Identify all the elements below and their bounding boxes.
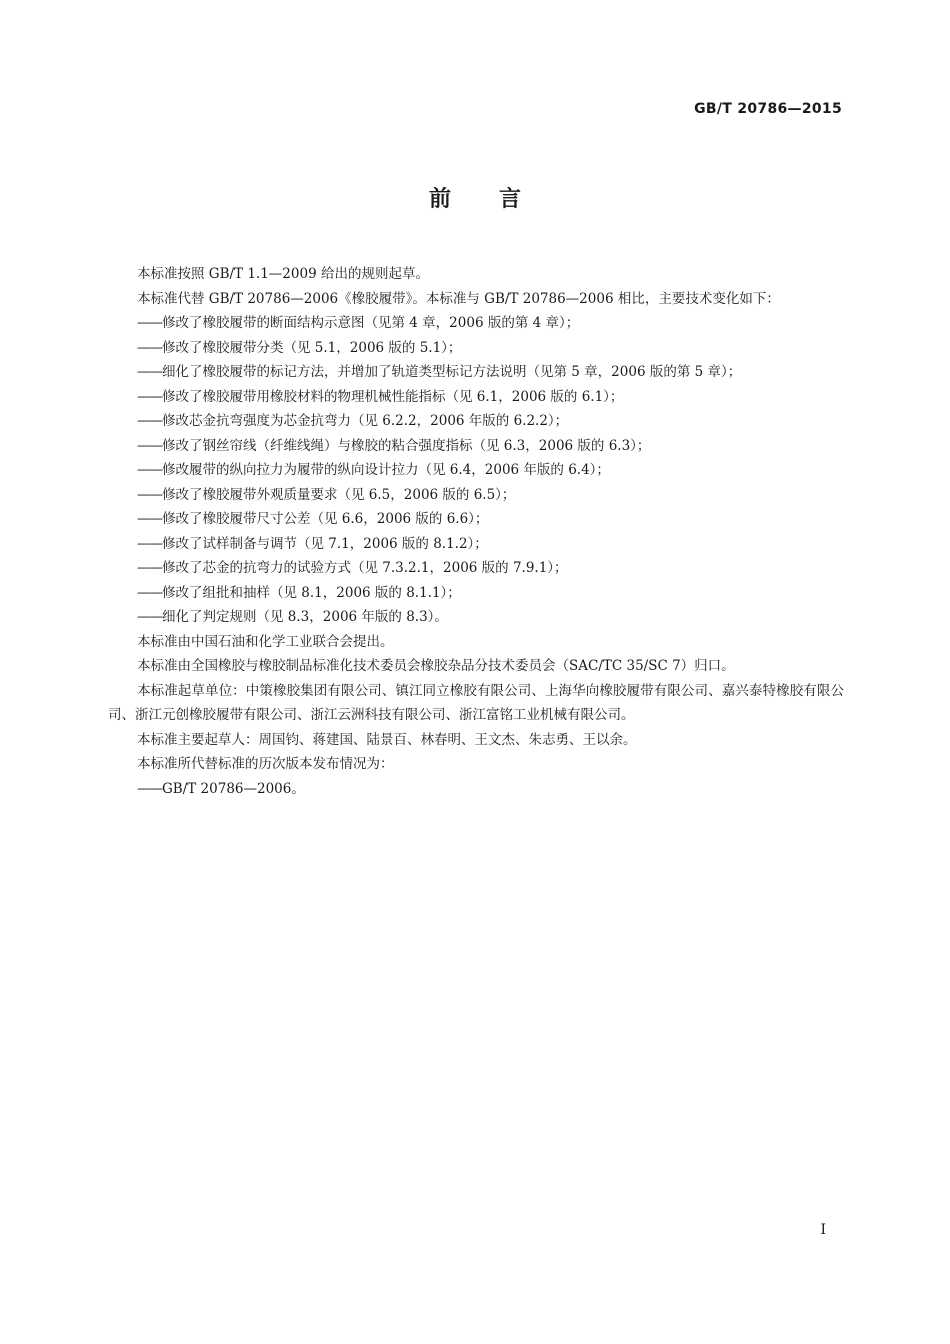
list-item: —— 修改了钢丝帘线（纤维线绳）与橡胶的粘合强度指标（见 6.3，2006 版的 6.3）； <box>108 434 844 459</box>
paragraph-drafting-units: 本标准起草单位：中策橡胶集团有限公司、镇江同立橡胶有限公司、上海华向橡胶履带有限公司、嘉兴泰特橡胶有限公司、浙江元创橡胶履带有限公司、浙江云洲科技有限公司、浙江富铭工业机械有限公司。 <box>108 682 844 723</box>
list-item: —— 修改了组批和抽样（见 8.1，2006 版的 8.1.1）； <box>108 581 844 606</box>
list-item-previous-edition: —— GB/T 20786—2006。 <box>108 777 844 802</box>
foreword-body <box>108 262 844 801</box>
paragraph-replacement: 本标准代替 GB/T 20786—2006《橡胶履带》。本标准与 GB/T 20786—2006 相比，主要技术变化如下： <box>137 290 780 307</box>
list-item: —— 修改了芯金的抗弯力的试验方式（见 7.3.2.1，2006 版的 7.9.1）； <box>108 556 844 581</box>
list-item: —— 细化了橡胶履带的标记方法，并增加了轨道类型标记方法说明（见第 5 章，2006 版的第 5 章）； <box>108 360 844 385</box>
list-item: —— 修改了橡胶履带分类（见 5.1，2006 版的 5.1）； <box>108 336 844 361</box>
paragraph-proposer: 本标准由中国石油和化学工业联合会提出。 <box>137 633 394 650</box>
list-item: —— 修改了橡胶履带用橡胶材料的物理机械性能指标（见 6.1，2006 版的 6.1）； <box>108 385 844 410</box>
page-number: I <box>820 1222 826 1238</box>
standard-code-header: GB/T 20786—2015 <box>694 101 842 117</box>
paragraph-committee: 本标准由全国橡胶与橡胶制品标准化技术委员会橡胶杂品分技术委员会（SAC/TC 35/SC 7）归口。 <box>137 658 735 674</box>
list-item: —— 修改履带的纵向拉力为履带的纵向设计拉力（见 6.4，2006 年版的 6.4）； <box>108 458 844 483</box>
list-item: —— 修改了橡胶履带的断面结构示意图（见第 4 章，2006 版的第 4 章）； <box>108 311 844 336</box>
list-item: —— 修改了试样制备与调节（见 7.1，2006 版的 8.1.2）； <box>108 532 844 557</box>
list-item: —— 细化了判定规则（见 8.3，2006 年版的 8.3）。 <box>108 605 844 630</box>
paragraph-previous-editions: 本标准所代替标准的历次版本发布情况为： <box>137 756 394 772</box>
paragraph-drafters: 本标准主要起草人：周国钧、蒋建国、陆景百、林春明、王文杰、朱志勇、王以余。 <box>137 731 637 748</box>
list-item: —— 修改了橡胶履带尺寸公差（见 6.6，2006 版的 6.6）； <box>108 507 844 532</box>
list-item: —— 修改芯金抗弯强度为芯金抗弯力（见 6.2.2，2006 年版的 6.2.2）； <box>108 409 844 434</box>
changes-list <box>108 311 844 630</box>
paragraph-drafting-rule: 本标准按照 GB/T 1.1—2009 给出的规则起草。 <box>137 266 429 282</box>
list-item: —— 修改了橡胶履带外观质量要求（见 6.5，2006 版的 6.5）； <box>108 483 844 508</box>
page-title: 前言 <box>428 187 569 212</box>
